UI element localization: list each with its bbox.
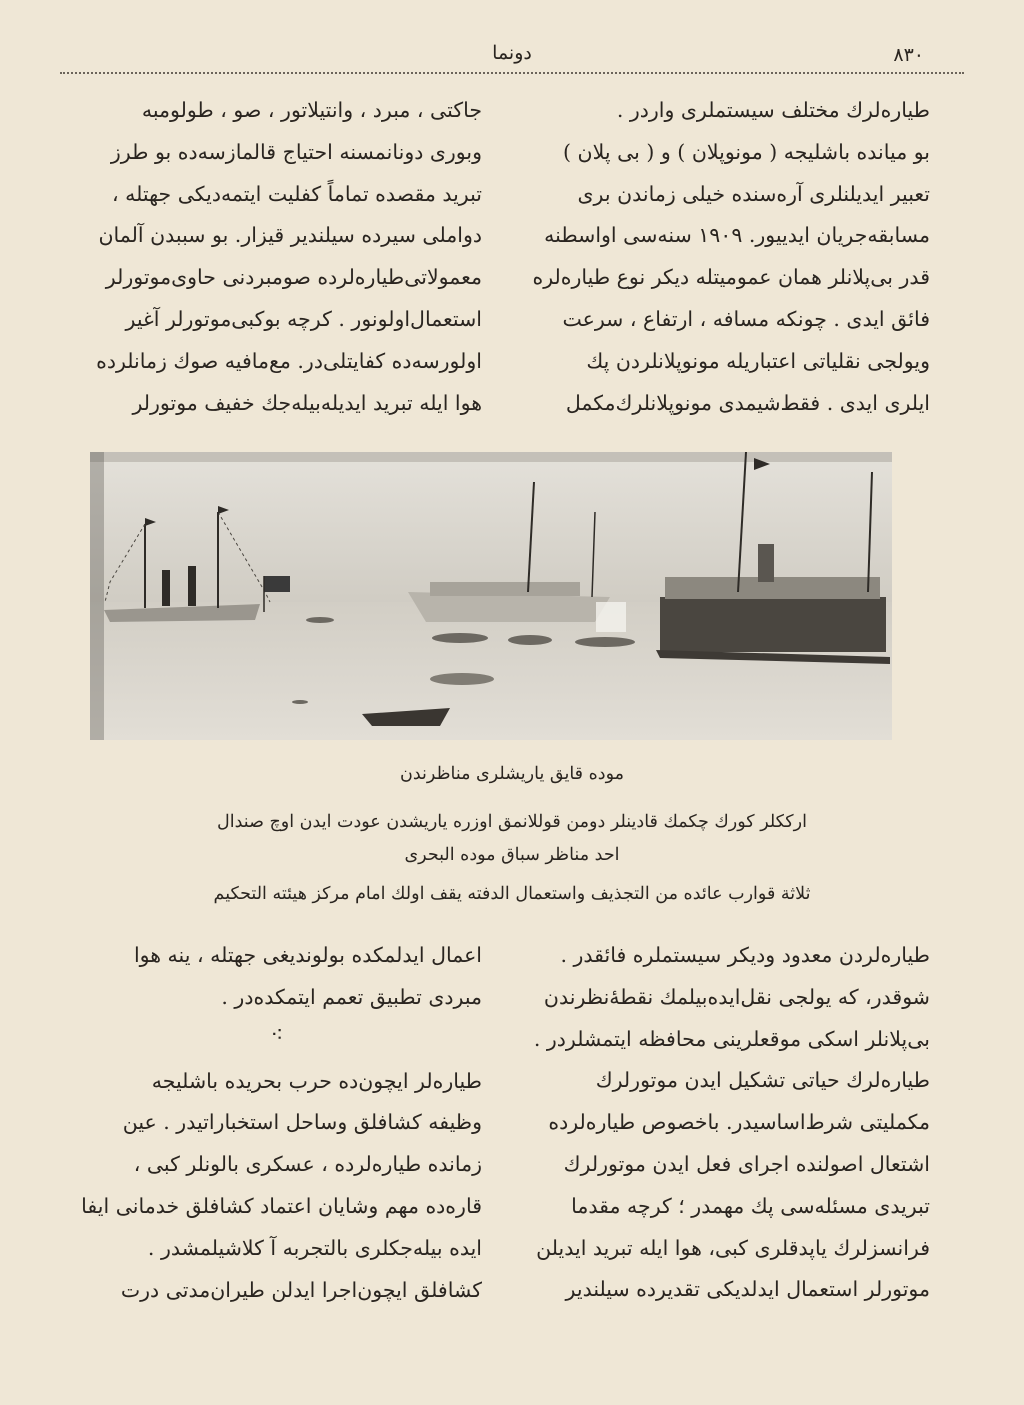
paragraph-line: تعبیر ایدیلنلری آره‌سنده خیلی زماندن بری <box>577 181 930 206</box>
paragraph-line: اشتعال اصولنده اجرای فعل ایدن موتورلرك <box>563 1151 930 1176</box>
paragraph-line: شوقدر، که یولجی نقل‌ایده‌بیلمك نقطهٔ‌نظرندن <box>543 984 930 1009</box>
paragraph-line: طیاره‌لرك حیاتی تشکیل ایدن موتورلرك <box>595 1068 930 1093</box>
paragraph-line: زمانده طیاره‌لرده ، عسکری بالونلر کبی ، <box>133 1152 482 1177</box>
paragraph-line: معمولاتی‌طیاره‌لرده صومبردنی حاوی‌موتورلر <box>105 265 482 290</box>
paragraph-line: طیاره‌لرك مختلف سیستملری واردر . <box>616 98 930 122</box>
photograph-image <box>90 452 892 740</box>
paragraph-line: مبردی تطبیق تعمم ایتمکده‌در . <box>221 984 482 1009</box>
bottom-left-column <box>72 935 482 1375</box>
paragraph-line: قدر بی‌پلانلر همان عمومیتله دیکر نوع طیاره‌لره <box>532 265 930 290</box>
paragraph-line: اولورسه‌ده کفایتلی‌در. مع‌مافیه صوك زمانلرده <box>96 348 482 373</box>
header-rule <box>60 72 964 74</box>
paragraph-line: کشافلق ایچون‌اجرا ایدلن طیران‌مدتی درت <box>120 1277 482 1302</box>
paragraph-line: فائق ایدی . چونکه مسافه ، ارتفاع ، سرعت <box>562 306 930 331</box>
page-number: ۸۳۰ <box>893 44 924 66</box>
bottom-right-column <box>520 935 930 1375</box>
paragraph-line: اعمال ایدلمکده بولوندیغی جهتله ، ینه هوا <box>133 943 482 967</box>
boat-race-photograph <box>90 452 892 740</box>
paragraph-line: مسابقه‌جریان ایدییور. ۱۹۰۹ سنه‌سی اواسطنه <box>544 223 930 248</box>
paragraph-line: فرانسزلرك یاپدقلری کبی، هوا ایله تبرید ایدیلن <box>536 1235 930 1260</box>
paragraph-line: ایده بیله‌جکلری بالتجربه آ کلاشیلمشدر . <box>147 1235 482 1260</box>
paragraph-line: تبریدی مسئله‌سی پك مهمدر ؛ کرچه مقدما <box>571 1193 930 1218</box>
paragraph-line: موتورلر استعمال ایدلدیکی تقدیرده سیلندیر <box>565 1277 930 1302</box>
top-right-column <box>520 90 930 430</box>
paragraph-line: وبوری دونانمسنه احتیاج قالمازسه‌ده بو طرز <box>110 139 482 164</box>
paragraph-line: بی‌پلانلر اسکی موقعلرینی محافظه ایتمشلردر . <box>533 1026 930 1051</box>
top-left-column <box>72 90 482 430</box>
running-title: دونما <box>492 42 532 64</box>
photo-caption-arabic-line: ثلاثة قوارب عائده من التجذیف واستعمال الدفته یقف اولك امام مرکز هیئته التحکیم <box>213 884 811 904</box>
paragraph-line: تبرید مقصده تماماً کفلیت ایتمه‌دیکی جهتله ، <box>111 181 482 206</box>
photo-caption-line: ارککلر کورك چکمك قادینلر دومن قوللانمق اوزره یاریشدن عودت ایدن اوچ صندال <box>217 812 807 832</box>
paragraph-line: قاره‌ده مهم وشایان اعتماد کشافلق خدمانی ایفا <box>81 1193 482 1218</box>
page-header <box>60 40 964 70</box>
paragraph-line: طیاره‌لر ایچون‌ده حرب بحریده باشلیجه <box>151 1068 482 1093</box>
paragraph-line: مکملیتی شرط‌اساسیدر. باخصوص طیاره‌لرده <box>548 1110 930 1135</box>
paragraph-line: بو میانده باشلیجه ( مونوپلان ) و ( بی پلان ) <box>563 139 930 164</box>
paragraph-line: طیاره‌لردن معدود ودیکر سیستملره فائقدر . <box>560 943 930 967</box>
paragraph-line: وظیفه کشافلق وساحل استخباراتیدر . عین <box>122 1110 482 1135</box>
paragraph-line: ویولجی نقلیاتی اعتباریله مونوپلانلردن پك <box>586 348 930 373</box>
paragraph-line: ایلری ایدی . فقط‌شیمدی مونوپلانلرك‌مکمل <box>565 390 930 415</box>
paragraph-line: استعمال‌اولونور . کرچه بوکبی‌موتورلر آغیر <box>125 306 482 331</box>
paragraph-line: دواملی سیرده سیلندیر قیزار. بو سببدن آلمان <box>98 223 482 248</box>
section-divider: ⁖ <box>270 1022 284 1048</box>
photo-caption-title: موده قایق یاریشلری مناظرندن <box>400 764 624 784</box>
photo-caption-arabic-title: احد مناظر سباق موده البحری <box>404 845 620 865</box>
paragraph-line: هوا ایله تبرید ایدیله‌بیله‌جك خفیف موتورلر <box>132 390 482 415</box>
paragraph-line: جاکتی ، مبرد ، وانتیلاتور ، صو ، طولومبه <box>141 98 482 122</box>
